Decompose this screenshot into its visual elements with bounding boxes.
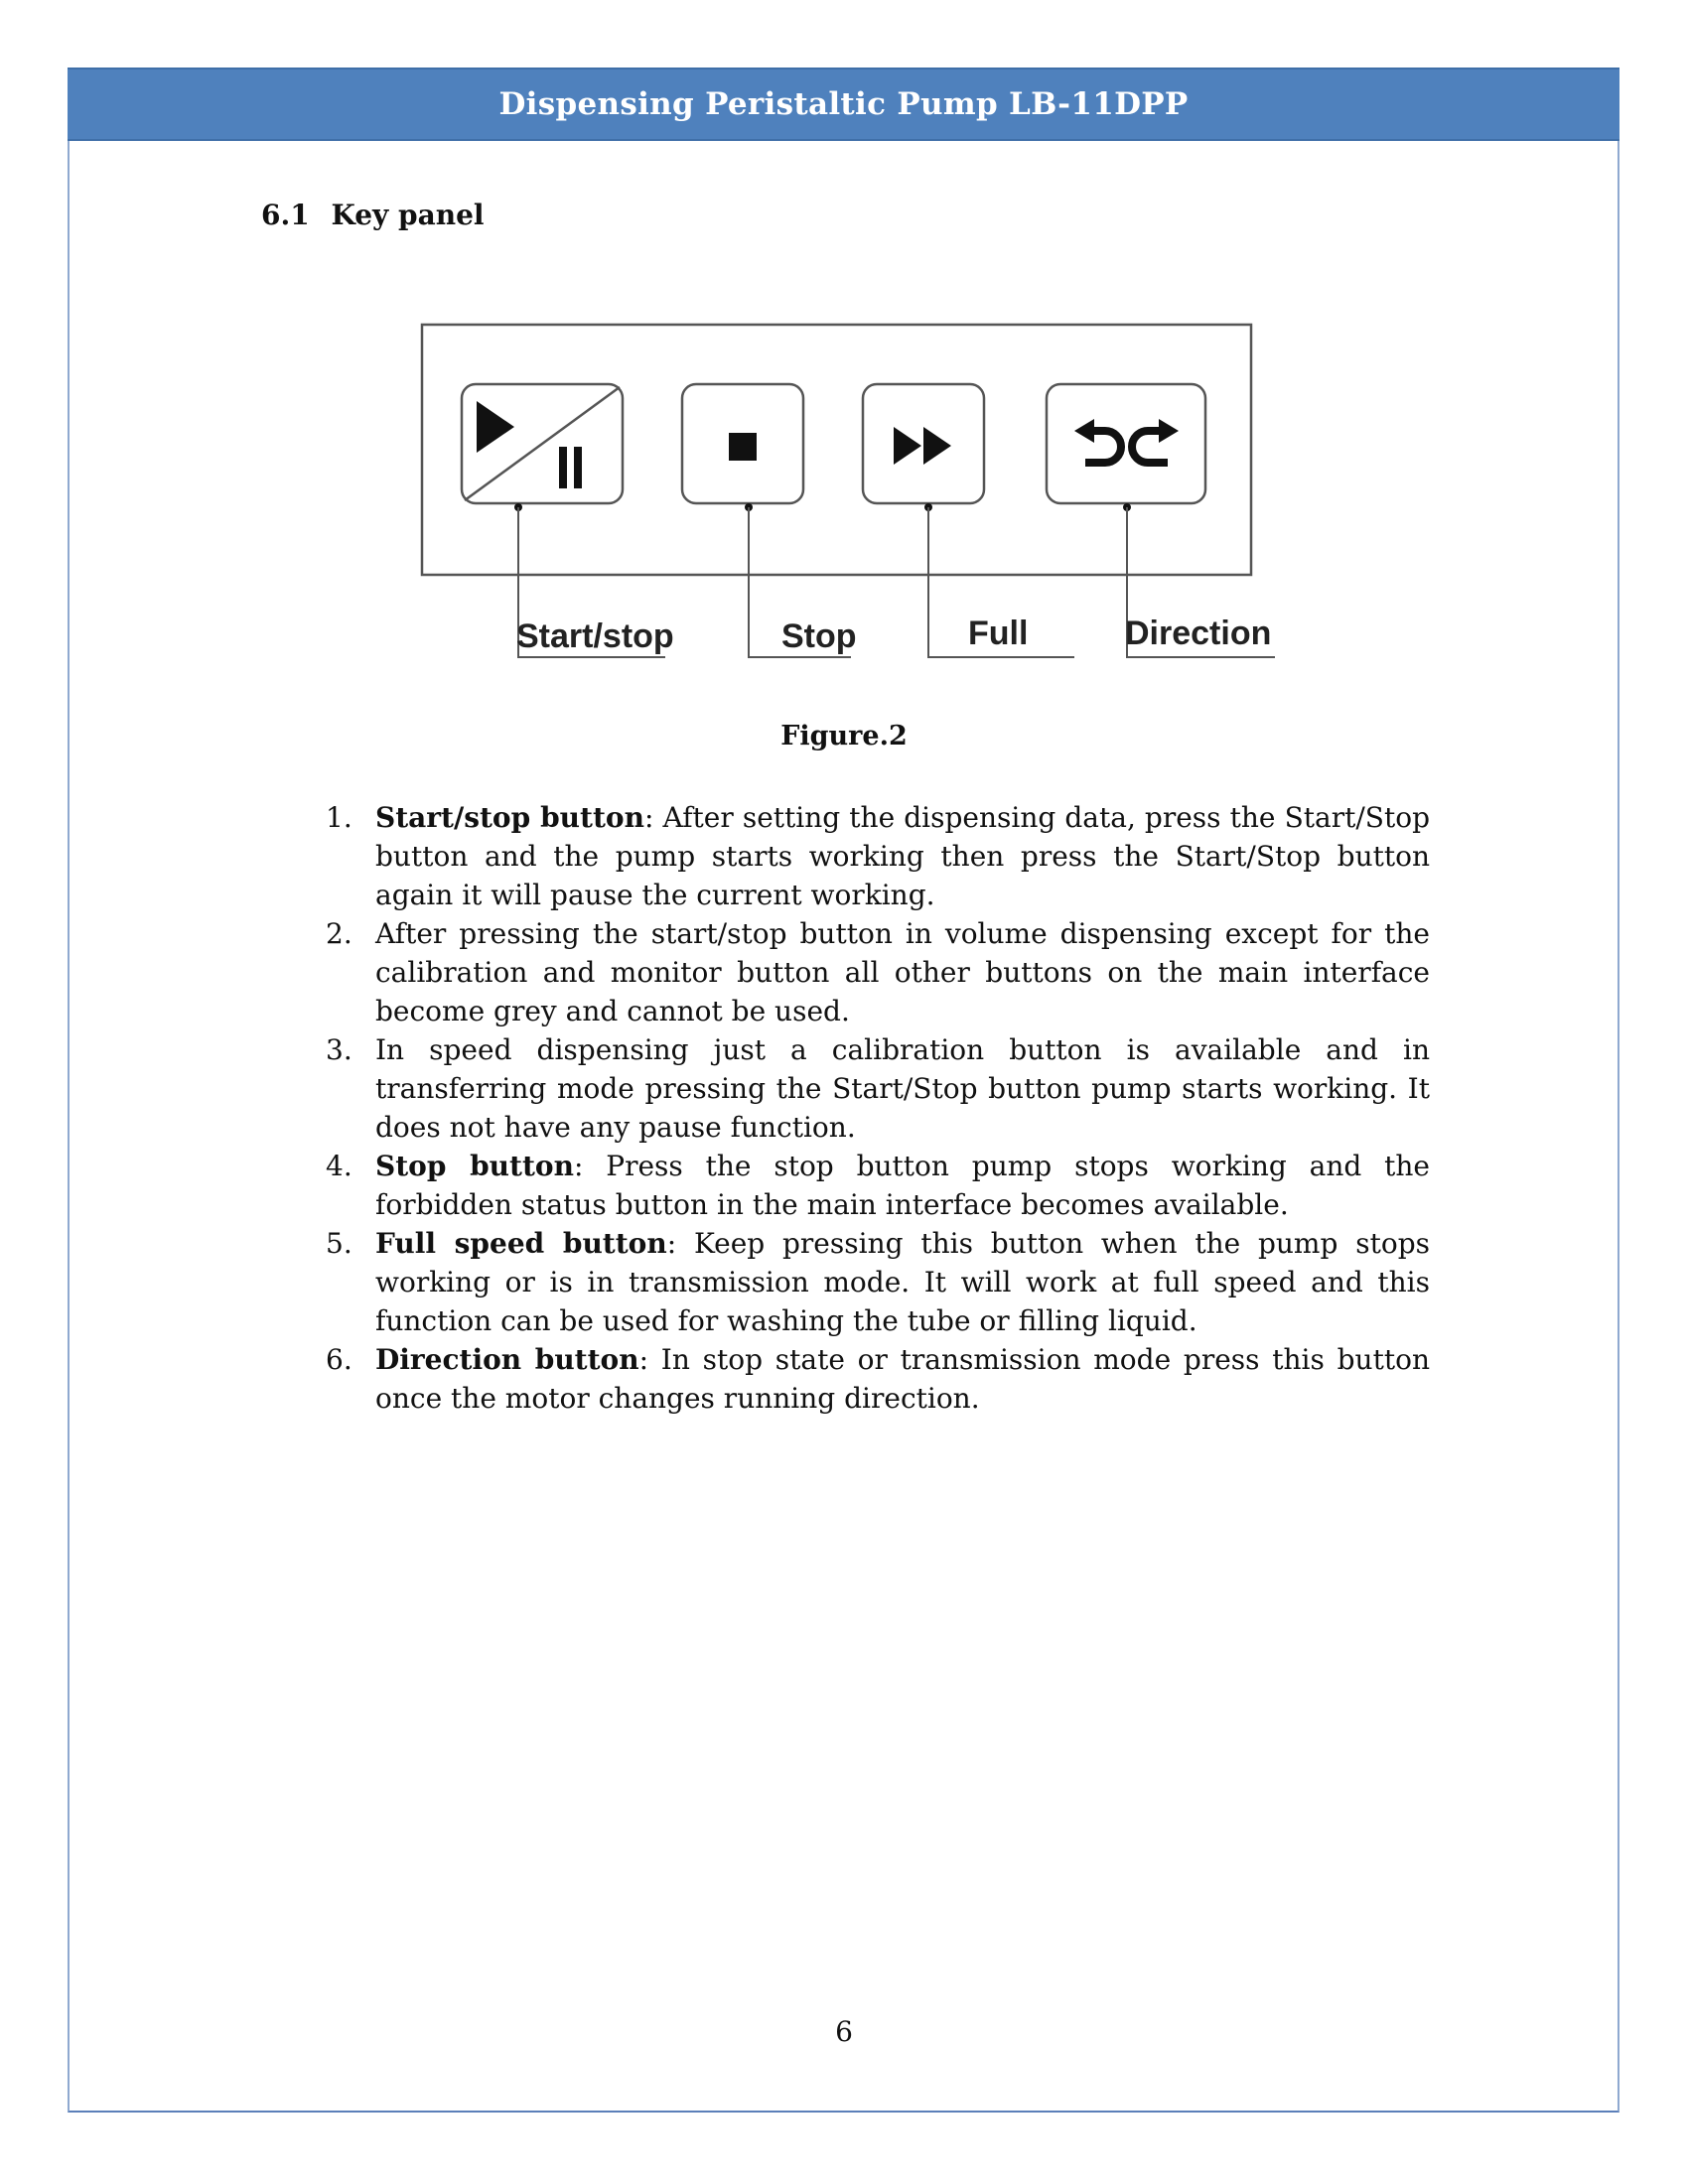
item-text: : Keep pressing this button when the pump stops working or is in transmission mode. It will work at full speed and this function can be used for washing the tube or filling liquid. <box>375 1227 1430 1337</box>
figure-caption: Figure.2 <box>780 721 908 751</box>
item-number: 1. <box>326 801 352 834</box>
start-stop-key <box>462 384 623 503</box>
document-header <box>68 68 1619 141</box>
list-item <box>318 1030 1430 1147</box>
full-label: Full <box>968 614 1029 652</box>
section-heading <box>261 199 485 231</box>
list-item <box>318 1224 1430 1340</box>
direction-icon <box>1074 419 1179 463</box>
direction-label: Direction <box>1125 614 1272 652</box>
item-number: 5. <box>326 1227 352 1260</box>
item-number: 6. <box>326 1343 352 1376</box>
item-text: After pressing the start/stop button in volume dispensing except for the calibration and monitor button all other buttons on the main interface become grey and cannot be used. <box>375 917 1430 1027</box>
play-icon <box>477 401 514 453</box>
item-text: : After setting the dispensing data, press the Start/Stop button and the pump starts working then press the Start/Stop button again it will pause the current working. <box>375 801 1430 911</box>
item-number: 4. <box>326 1150 352 1182</box>
item-term: Start/stop button <box>375 801 644 834</box>
item-term: Full speed button <box>375 1227 667 1260</box>
item-text: : Press the stop button pump stops working and the forbidden status button in the main interface becomes available. <box>375 1150 1430 1221</box>
item-term: Stop button <box>375 1150 574 1182</box>
section-title: Key panel <box>331 199 485 231</box>
section-number: 6.1 <box>261 199 310 231</box>
stop-key <box>682 384 803 503</box>
stop-label: Stop <box>781 617 857 655</box>
start-stop-label: Start/stop <box>516 617 674 655</box>
key-panel-figure <box>417 320 1291 667</box>
page-number: 6 <box>835 2015 853 2048</box>
direction-key <box>1047 384 1205 503</box>
list-item <box>318 798 1430 914</box>
item-number: 2. <box>326 917 352 950</box>
list-item <box>318 1340 1430 1418</box>
item-number: 3. <box>326 1033 352 1066</box>
stop-icon <box>729 433 757 461</box>
button-descriptions-list <box>318 798 1430 1418</box>
document-title: Dispensing Peristaltic Pump LB-11DPP <box>498 86 1189 122</box>
list-item <box>318 1147 1430 1224</box>
full-speed-key <box>863 384 984 503</box>
pause-icon <box>559 447 567 488</box>
item-text: : In stop state or transmission mode press this button once the motor changes running direction. <box>375 1343 1430 1415</box>
item-text: In speed dispensing just a calibration button is available and in transferring mode pressing the Start/Stop button pump starts working. It does not have any pause function. <box>375 1033 1430 1144</box>
list-item <box>318 914 1430 1030</box>
item-term: Direction button <box>375 1343 639 1376</box>
fast-forward-icon <box>894 427 921 465</box>
